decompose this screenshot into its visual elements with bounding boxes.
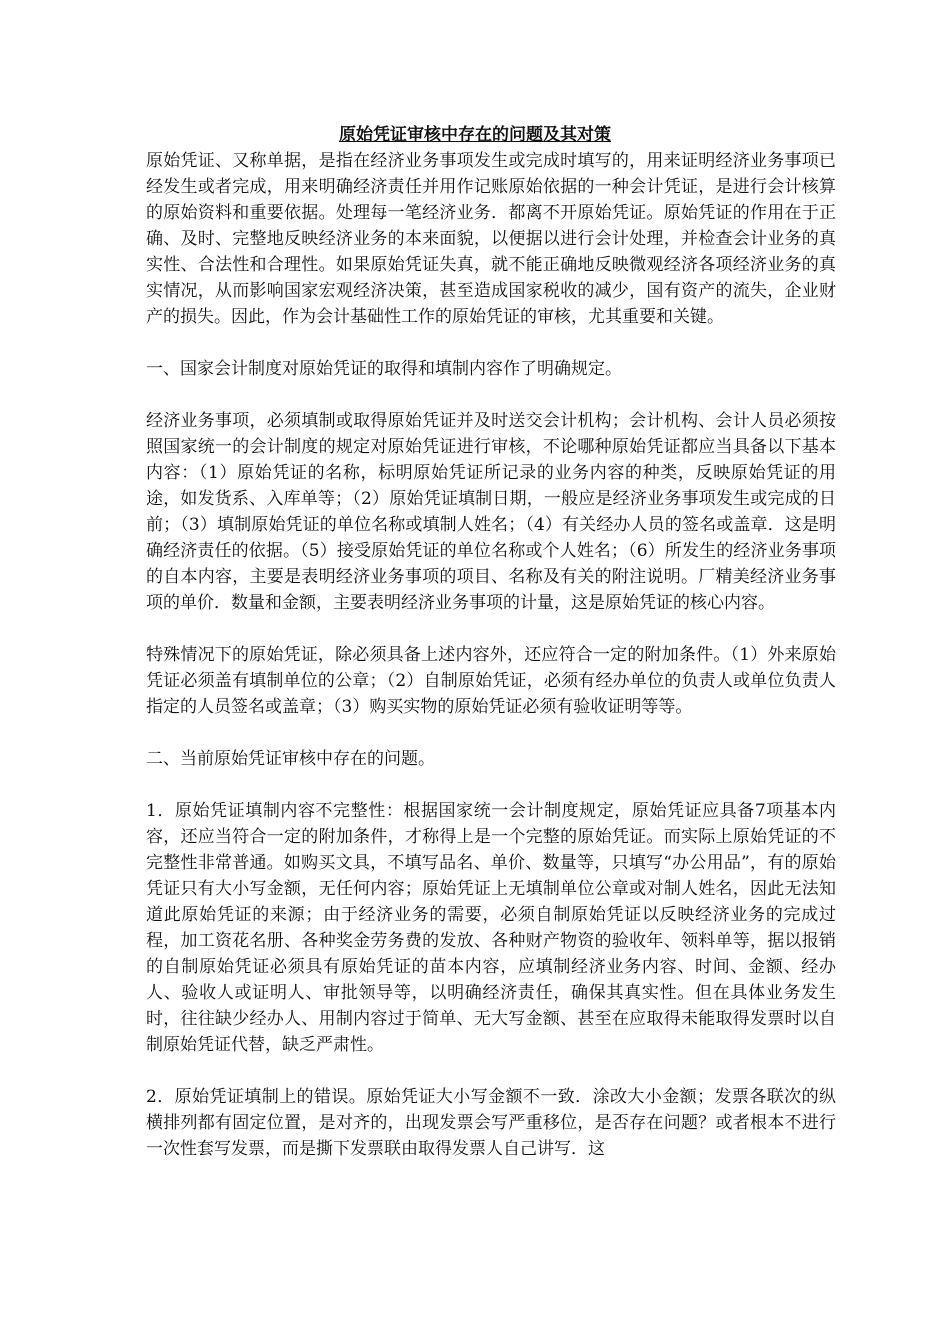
paragraph-intro: 原始凭证、又称单据，是指在经济业务事项发生或完成时填写的，用来证明经济业务事项已经发生或者完成，用来明确经济责任并用作记账原始依据的一种会计凭证，是进行会计核算的原始资料和重要依据。处理每一笔经济业务．都离不开原始凭证。原始凭证的作用在于正确、及时、完整地反映经济业务的本来面貌，以便据以进行会计处理，并检查会计业务的真实性、合法性和合理性。如果原始凭证失真，就不能正确地反映微观经济各项经济业务的真实情况，从而影响国家宏观经济决策，甚至造成国家税收的减少，国有资产的流失，企业财产的损失。因此，作为会计基础性工作的原始凭证的审核，尤其重要和关键。 bbox=[146, 151, 836, 327]
paragraph-problem-1: 1．原始凭证填制内容不完整性：根据国家统一会计制度规定，原始凭证应具备7项基本内容，还应当符合一定的附加条件，才称得上是一个完整的原始凭证。而实际上原始凭证的不完整性非常普通。如购买文具，不填写品名、单价、数量等，只填写“办公用品”，有的原始凭证只有大小写金额，无任何内容；原始凭证上无填制单位公章或对制人姓名，因此无法知道此原始凭证的来源；由于经济业务的需要，必须自制原始凭证以反映经济业务的完成过程，加工资花名册、各种奖金劳务费的发放、各种财产物资的验收年、领料单等，据以报销的自制原始凭证必须具有原始凭证的苗本内容，应填制经济业务内容、时间、金额、经办人、验收人或证明人、审批领导等，以明确经济责任，确保其真实性。但在具体业务发生时，往往缺少经办人、用制内容过于简单、无大写金额、甚至在应取得未能取得发票时以自制原始凭证代替，缺乏严肃性。 bbox=[146, 801, 836, 1055]
paragraph-special-conditions: 特殊情况下的原始凭证，除必须具备上述内容外，还应符合一定的附加条件。（1）外来原始凭证必须盖有填制单位的公章；（2）自制原始凭证，必须有经办单位的负责人或单位负责人指定的人员签名或盖章；（3）购买实物的原始凭证必须有验收证明等等。 bbox=[146, 645, 836, 717]
document-body bbox=[146, 148, 836, 1162]
section-heading-1: 一、国家会计制度对原始凭证的取得和填制内容作了明确规定。 bbox=[146, 359, 622, 379]
document-title: 原始凭证审核中存在的问题及其对策 bbox=[339, 125, 611, 145]
paragraph-problem-2: 2．原始凭证填制上的错误。原始凭证大小写金额不一致．涂改大小金额；发票各联次的纵横排列都有固定位置，是对齐的，出现发票会写严重移位，是否存在问题？或者根本不进行一次性套写发票，而是撕下发票联由取得发票人自己讲写．这 bbox=[146, 1087, 836, 1159]
paragraph-basic-content: 经济业务事项，必须填制或取得原始凭证并及时送交会计机构；会计机构、会计人员必须按照国家统一的会计制度的规定对原始凭证进行审核，不论哪种原始凭证都应当具备以下基本内容：（1）原始凭证的名称，标明原始凭证所记录的业务内容的种类，反映原始凭证的用途，如发货系、入库单等；（2）原始凭证填制日期，一般应是经济业务事项发生或完成的日前；（3）填制原始凭证的单位名称或填制人姓名；（4）有关经办人员的签名或盖章．这是明确经济责任的依据。（5）接受原始凭证的单位名称或个人姓名；（6）所发生的经济业务事项的自本内容，主要是表明经济业务事项的项目、名称及有关的附注说明。厂精美经济业务事项的单价．数量和金额，主要表明经济业务事项的计量，这是原始凭证的核心内容。 bbox=[146, 411, 836, 613]
section-heading-2: 二、当前原始凭证审核中存在的问题。 bbox=[146, 749, 435, 769]
